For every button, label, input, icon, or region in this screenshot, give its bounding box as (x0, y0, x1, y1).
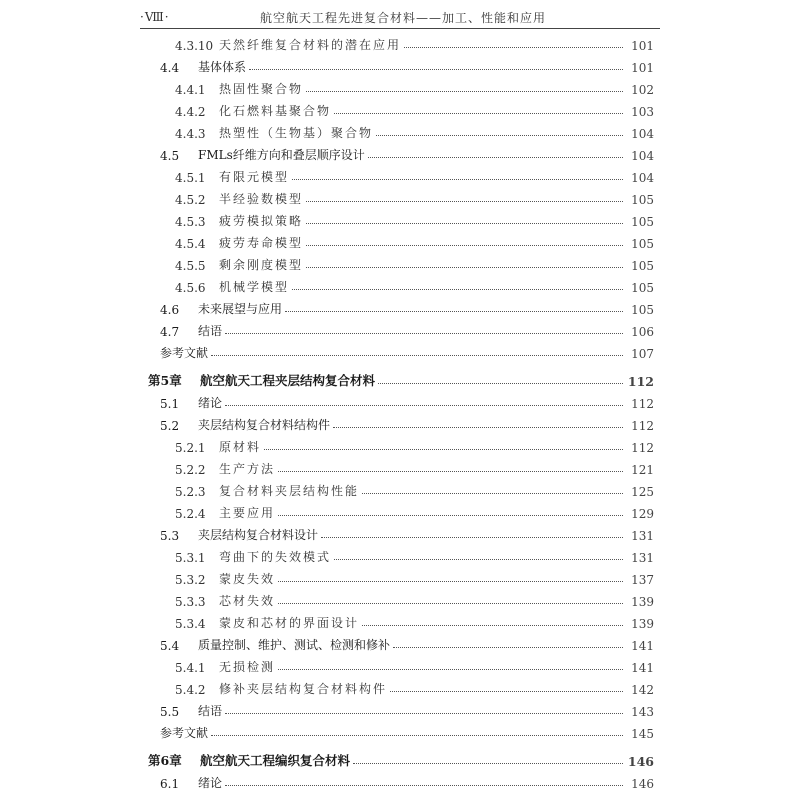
toc-entry-title: 参考文献 (160, 726, 209, 740)
toc-entry-page: 143 (631, 705, 654, 719)
dot-leader (285, 311, 623, 312)
toc-entry (175, 231, 654, 251)
toc-entry-page: 104 (631, 171, 654, 185)
toc-entry-page: 107 (631, 347, 654, 361)
toc-entry-number: 4.4.2 (175, 105, 206, 119)
toc-entry-page: 121 (631, 463, 654, 477)
toc-entry-number: 5.1 (160, 397, 180, 411)
page-header (140, 6, 660, 28)
toc-entry-title: 结语 (198, 704, 223, 718)
dot-leader (362, 493, 623, 494)
dot-leader (390, 691, 623, 692)
toc-entry-title: 机械学模型 (219, 280, 290, 294)
toc-entry-page: 112 (627, 374, 654, 389)
dot-leader (321, 537, 623, 538)
toc-entry-title: 芯材失效 (219, 594, 276, 608)
toc-entry (175, 457, 654, 477)
toc-entry (175, 187, 654, 207)
dot-leader (278, 515, 623, 516)
dot-leader (334, 559, 623, 560)
running-title: 航空航天工程先进复合材料——加工、性能和应用 (260, 10, 547, 25)
toc-entry-number: 5.4 (160, 639, 180, 653)
dot-leader (368, 157, 623, 158)
toc-entry (160, 297, 654, 317)
toc-entry (175, 589, 654, 609)
toc-entry-page: 101 (631, 39, 654, 53)
toc-entry-number: 4.4.1 (175, 83, 206, 97)
toc-entry-page: 101 (631, 61, 654, 75)
toc-entry-title: 热塑性（生物基）聚合物 (219, 126, 374, 140)
toc-entry (175, 567, 654, 587)
toc-entry-title: 疲劳模拟策略 (219, 214, 304, 228)
toc-entry-number: 5.2.4 (175, 507, 206, 521)
toc-entry (175, 501, 654, 521)
toc-entry-number: 5.3.3 (175, 595, 206, 609)
toc-entry (160, 699, 654, 719)
dot-leader (278, 471, 623, 472)
dot-leader (278, 603, 623, 604)
toc-entry-number: 4.5.4 (175, 237, 206, 251)
dot-leader (292, 289, 623, 290)
toc-entry-title: 复合材料夹层结构性能 (219, 484, 360, 498)
toc-entry-number: 第6章 (148, 753, 182, 768)
toc-entry (160, 55, 654, 75)
toc-entry-number: 4.6 (160, 303, 180, 317)
toc-entry-title: 航空航天工程编织复合材料 (200, 753, 351, 768)
toc-entry (160, 413, 654, 433)
dot-leader (353, 763, 623, 764)
toc-entry-page: 125 (631, 485, 654, 499)
dot-leader (211, 355, 623, 356)
toc-entry-title: 化石燃料基聚合物 (219, 104, 332, 118)
toc-entry-number: 5.4.1 (175, 661, 206, 675)
dot-leader (393, 647, 623, 648)
toc-entry (160, 341, 654, 361)
dot-leader (278, 581, 623, 582)
toc-entry-page: 104 (631, 149, 654, 163)
dot-leader (376, 135, 623, 136)
toc-entry (160, 391, 654, 411)
toc-entry-title: 半经验数模型 (219, 192, 304, 206)
toc-entry-title: 绪论 (198, 396, 223, 410)
toc-entry-number: 4.5 (160, 149, 180, 163)
toc-entry-page: 131 (631, 551, 654, 565)
dot-leader (306, 267, 623, 268)
dot-leader (225, 785, 623, 786)
toc-entry-number: 4.4.3 (175, 127, 206, 141)
toc-entry-number: 4.5.5 (175, 259, 206, 273)
toc-entry (175, 545, 654, 565)
toc-entry (160, 721, 654, 741)
toc-entry (148, 749, 654, 769)
toc-entry-title: 质量控制、维护、测试、检测和修补 (198, 638, 391, 652)
toc-entry-title: 未来展望与应用 (198, 302, 283, 316)
toc-entry (175, 275, 654, 295)
toc-entry (175, 655, 654, 675)
toc-entry-number: 4.3.10 (175, 39, 214, 53)
toc-entry-page: 112 (631, 419, 654, 433)
toc-entry (175, 479, 654, 499)
toc-entry-number: 6.1 (160, 777, 180, 791)
toc-entry-title: 天然纤维复合材料的潜在应用 (219, 38, 402, 52)
dot-leader (249, 69, 623, 70)
toc-entry-title: 有限元模型 (219, 170, 290, 184)
dot-leader (278, 669, 623, 670)
toc-entry-page: 139 (631, 595, 654, 609)
toc-entry-number: 4.7 (160, 325, 180, 339)
toc-entry-number: 4.5.3 (175, 215, 206, 229)
toc-entry (175, 253, 654, 273)
toc-entry-title: 蒙皮失效 (219, 572, 276, 586)
toc-entry (148, 369, 654, 389)
dot-leader (225, 333, 623, 334)
toc-entry-title: 疲劳寿命模型 (219, 236, 304, 250)
toc-entry-page: 112 (631, 441, 654, 455)
toc-entry-page: 131 (631, 529, 654, 543)
dot-leader (211, 735, 623, 736)
toc-entry (160, 633, 654, 653)
toc-entry-title: 生产方法 (219, 462, 276, 476)
dot-leader (362, 625, 623, 626)
toc-entry-title: 原材料 (219, 440, 262, 454)
page-folio: ·Ⅷ· (140, 10, 170, 24)
toc-entry-page: 141 (631, 639, 654, 653)
toc-entry-page: 103 (631, 105, 654, 119)
toc-entry-page: 105 (631, 303, 654, 317)
toc-entry-number: 5.2.1 (175, 441, 206, 455)
toc-entry-page: 105 (631, 237, 654, 251)
toc-entry (175, 121, 654, 141)
dot-leader (378, 383, 623, 384)
dot-leader (333, 427, 623, 428)
toc-entry (175, 611, 654, 631)
toc-entry-title: 蒙皮和芯材的界面设计 (219, 616, 360, 630)
toc-entry-title: 参考文献 (160, 346, 209, 360)
toc-entry-page: 146 (627, 754, 654, 769)
toc-entry-number: 5.3.2 (175, 573, 206, 587)
toc-entry-page: 146 (631, 777, 654, 791)
toc-entry-title: 航空航天工程夹层结构复合材料 (200, 373, 376, 388)
toc-entry (175, 435, 654, 455)
toc-entry-number: 5.2 (160, 419, 180, 433)
toc-entry (175, 33, 654, 53)
toc-entry (175, 99, 654, 119)
toc-entry (160, 771, 654, 791)
toc-entry (175, 677, 654, 697)
toc-entry-title: 主要应用 (219, 506, 276, 520)
toc-entry-page: 139 (631, 617, 654, 631)
toc-entry-number: 第5章 (148, 373, 182, 388)
toc-entry-title: 修补夹层结构复合材料构件 (219, 682, 388, 696)
toc-entry-number: 4.5.6 (175, 281, 206, 295)
dot-leader (306, 201, 623, 202)
toc-entry-page: 104 (631, 127, 654, 141)
toc-entry (160, 319, 654, 339)
toc-entry-title: 弯曲下的失效模式 (219, 550, 332, 564)
toc-entry-number: 5.3 (160, 529, 180, 543)
toc-entry-page: 106 (631, 325, 654, 339)
toc-entry-page: 105 (631, 259, 654, 273)
toc-entry-page: 145 (631, 727, 654, 741)
dot-leader (306, 91, 623, 92)
toc-entry-title: FMLs纤维方向和叠层顺序设计 (198, 148, 365, 162)
toc-entry-title: 夹层结构复合材料设计 (198, 528, 319, 542)
toc-entry-title: 夹层结构复合材料结构件 (198, 418, 331, 432)
toc-entry-number: 5.3.4 (175, 617, 206, 631)
toc-entry-number: 5.3.1 (175, 551, 206, 565)
toc-entry-page: 105 (631, 281, 654, 295)
dot-leader (306, 223, 623, 224)
toc-entry-number: 5.4.2 (175, 683, 206, 697)
toc-entry (175, 209, 654, 229)
toc-entry-number: 5.5 (160, 705, 180, 719)
toc-entry-page: 137 (631, 573, 654, 587)
dot-leader (306, 245, 623, 246)
toc-entry-page: 112 (631, 397, 654, 411)
toc-entry-title: 结语 (198, 324, 223, 338)
toc-entry-number: 5.2.2 (175, 463, 206, 477)
toc-entry-number: 4.4 (160, 61, 180, 75)
toc-entry (175, 77, 654, 97)
toc-entry-page: 141 (631, 661, 654, 675)
toc-entry-page: 102 (631, 83, 654, 97)
toc-entry-title: 热固性聚合物 (219, 82, 304, 96)
toc-entry-page: 129 (631, 507, 654, 521)
toc-entry-number: 4.5.1 (175, 171, 206, 185)
dot-leader (334, 113, 623, 114)
toc-entry-title: 基体体系 (198, 60, 247, 74)
dot-leader (292, 179, 623, 180)
header-rule (140, 28, 660, 29)
toc-entry-page: 105 (631, 215, 654, 229)
toc-entry-number: 5.2.3 (175, 485, 206, 499)
toc-entry-title: 剩余刚度模型 (219, 258, 304, 272)
toc-entry-title: 绪论 (198, 776, 223, 790)
dot-leader (264, 449, 623, 450)
toc-entry-page: 105 (631, 193, 654, 207)
toc-entry-title: 无损检测 (219, 660, 276, 674)
toc-entry (160, 523, 654, 543)
dot-leader (225, 713, 623, 714)
dot-leader (225, 405, 623, 406)
toc-entry-number: 4.5.2 (175, 193, 206, 207)
dot-leader (404, 47, 623, 48)
toc-entry (175, 165, 654, 185)
toc-entry (160, 143, 654, 163)
toc-entry-page: 142 (631, 683, 654, 697)
